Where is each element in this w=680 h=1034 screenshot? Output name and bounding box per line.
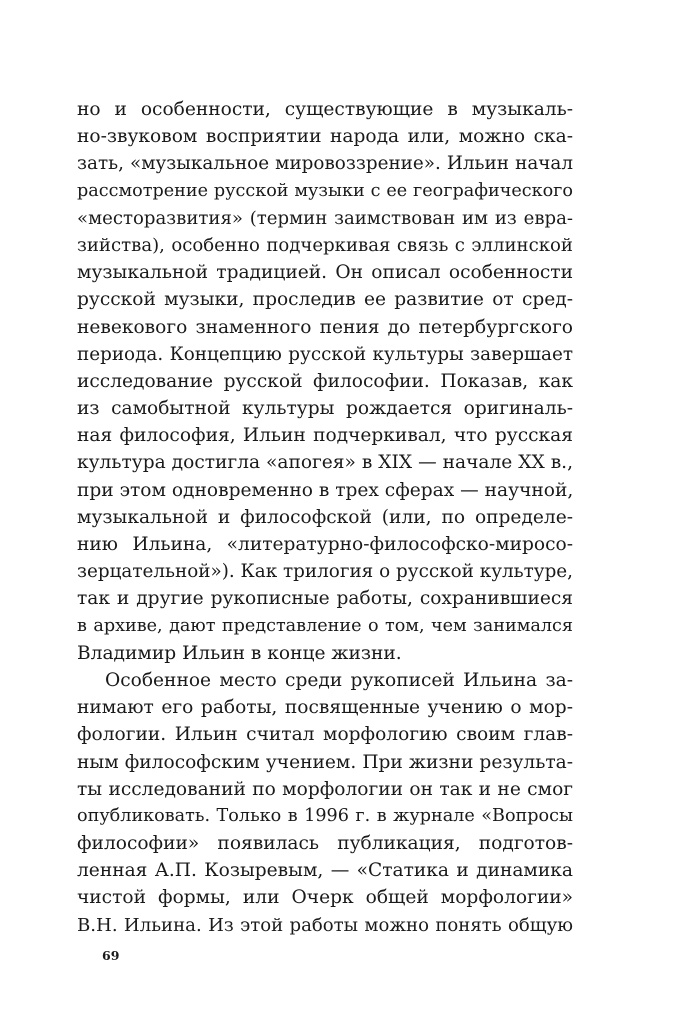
text-line: Особенное место среди рукописей Ильина за- xyxy=(105,669,573,691)
text-line: чистой формы, или Очерк общей морфологии» xyxy=(77,887,573,909)
text-line: невекового знаменного пения до петербургского xyxy=(77,316,573,338)
text-line: ты исследований по морфологии он так и не смог xyxy=(77,778,573,800)
text-line: нию Ильина, «литературно-философско-миросо- xyxy=(77,534,573,555)
text-line: при этом одновременно в трех сферах — научной, xyxy=(77,479,574,501)
text-line: ленная А.П. Козыревым, — «Статика и динамика xyxy=(77,860,573,882)
text-line: ным философским учением. При жизни результа- xyxy=(77,751,573,773)
text-line: культура достигла «апогея» в XIX — начале XX в., xyxy=(77,452,573,474)
text-line: зать, «музыкальное мировоззрение». Ильин начал xyxy=(77,153,573,175)
text-line: но и особенности, существующие в музыкаль- xyxy=(77,99,573,120)
text-line: но-звуковом восприятии народа или, можно ска- xyxy=(77,126,573,148)
text-line: периода. Концепцию русской культуры завершает xyxy=(77,343,573,365)
body-text xyxy=(77,96,573,939)
text-line: музыкальной и философской (или, по определе- xyxy=(77,506,573,528)
paragraph-2 xyxy=(77,667,573,939)
text-line: в архиве, дают представление о том, чем занимался xyxy=(77,615,573,636)
text-line: В.Н. Ильина. Из этой работы можно понять общую xyxy=(77,914,573,936)
text-line: «месторазвития» (термин заимствован им из евра- xyxy=(77,207,573,229)
text-line: так и другие рукописные работы, сохранившиеся xyxy=(77,588,573,610)
text-line: фологии. Ильин считал морфологию своим глав- xyxy=(77,724,573,746)
text-line: Владимир Ильин в конце жизни. xyxy=(77,642,402,664)
text-line: ная философия, Ильин подчеркивал, что русская xyxy=(77,425,573,447)
text-line: философии» появилась публикация, подготов- xyxy=(77,833,573,855)
text-line: из самобытной культуры рождается оригиналь- xyxy=(77,398,573,420)
page-number: 69 xyxy=(102,948,120,963)
text-line: музыкальной традицией. Он описал особенности xyxy=(77,262,573,284)
text-line: исследование русской философии. Показав, как xyxy=(77,370,573,392)
text-line: зерцательной»). Как трилогия о русской культуре, xyxy=(77,561,573,583)
paragraph-1 xyxy=(77,96,573,667)
text-line: зийства), особенно подчеркивая связь с эллинской xyxy=(77,234,573,256)
text-line: рассмотрение русской музыки с ее географического xyxy=(77,180,573,201)
text-line: опубликовать. Только в 1996 г. в журнале «Вопросы xyxy=(77,805,573,826)
text-line: нимают его работы, посвященные учению о мор- xyxy=(77,697,573,719)
text-line: русской музыки, проследив ее развитие от сред- xyxy=(77,289,573,311)
